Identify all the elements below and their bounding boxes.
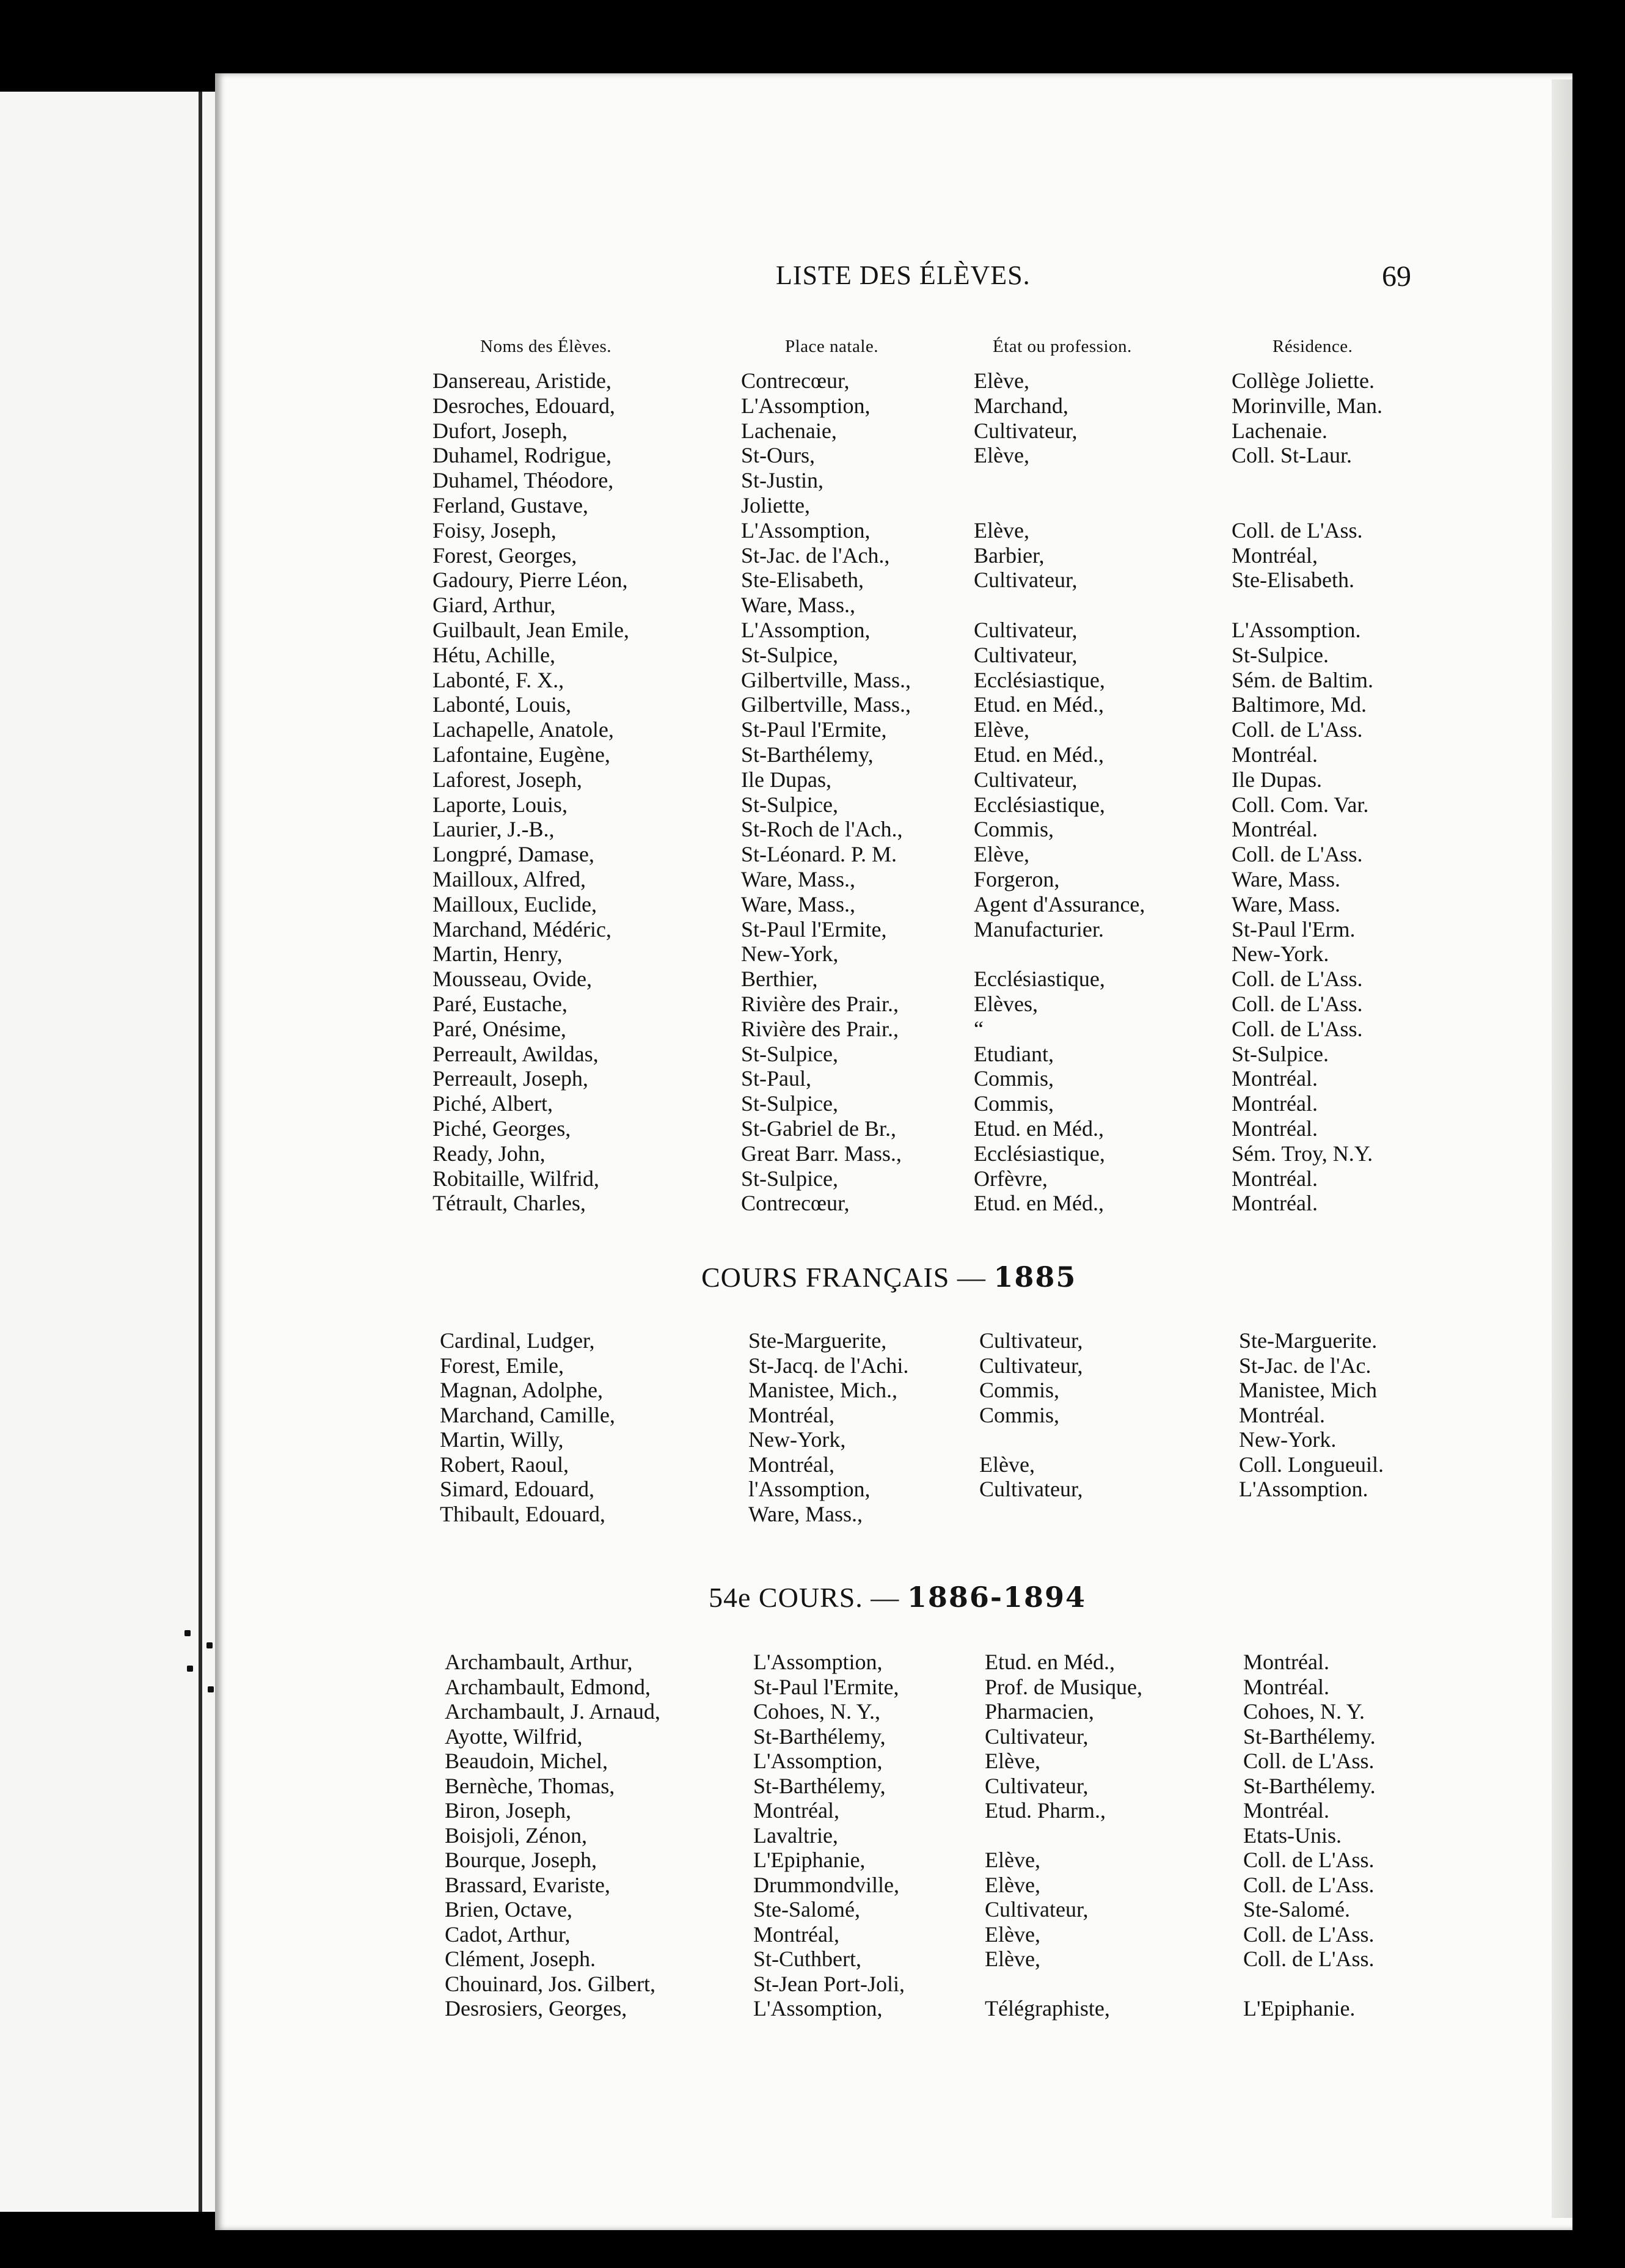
cell-name: Bourque, Joseph, [445,1848,597,1872]
page-title: LISTE DES ÉLÈVES. [776,260,1031,290]
cell-occupation: Cultivateur, [974,767,1078,792]
cell-name: Mailloux, Euclide, [433,891,597,916]
cell-name: Mailloux, Alfred, [433,867,586,891]
cell-residence: Montréal. [1232,1116,1318,1141]
cell-residence: L'Epiphanie. [1243,1996,1356,2021]
cell-occupation: Elève, [974,443,1029,468]
cell-occupation: Etud. en Méd., [974,1116,1104,1141]
cell-name: Clément, Joseph. [445,1947,596,1971]
cell-residence: Coll. Com. Var. [1232,792,1369,817]
table-row [0,1141,1466,1166]
cell-residence: Coll. de L'Ass. [1232,992,1363,1016]
cell-name: Laforest, Joseph, [433,767,582,792]
cell-occupation: Ecclésiastique, [974,792,1105,817]
table-row [0,1091,1466,1116]
table-row [0,1378,1466,1402]
cell-occupation: Elève, [985,1947,1040,1971]
cell-place: St-Jean Port-Joli, [753,1971,905,1996]
cell-place: New-York, [741,942,839,967]
table-row [0,393,1466,418]
cell-occupation: Pharmacien, [985,1699,1094,1724]
cell-name: Boisjoli, Zénon, [445,1823,587,1848]
cell-residence: Montréal, [1232,543,1318,568]
cell-occupation: Etudiant, [974,1041,1054,1066]
cell-residence: Cohoes, N. Y. [1243,1699,1365,1724]
table-row [0,1403,1466,1427]
cell-residence: Montréal. [1232,1191,1318,1216]
table-row [0,1427,1466,1452]
cell-place: St-Gabriel de Br., [741,1116,896,1141]
table-row [0,917,1466,942]
cell-occupation: Cultivateur, [974,618,1078,642]
cell-name: Magnan, Adolphe, [440,1378,603,1402]
cell-occupation: Elève, [974,368,1029,393]
cell-place: Gilbertville, Mass., [741,667,911,692]
section-heading-cours-francais [701,1260,1076,1293]
cell-residence: Ile Dupas. [1232,767,1322,792]
cell-residence: Ware, Mass. [1232,867,1341,891]
cell-occupation: Marchand, [974,393,1068,418]
cell-place: St-Ours, [741,443,816,468]
cell-name: Perreault, Awildas, [433,1041,599,1066]
cell-place: Great Barr. Mass., [741,1141,902,1166]
cell-occupation: Elève, [974,842,1029,867]
cell-place: L'Assomption, [741,393,871,418]
cell-occupation: Etud. en Méd., [974,1191,1104,1216]
cell-occupation: Cultivateur, [974,418,1078,443]
cell-name: Tétrault, Charles, [433,1191,586,1216]
table-row [0,618,1466,642]
table-row [0,643,1466,667]
cell-name: Lachapelle, Anatole, [433,717,614,742]
cell-place: Berthier, [741,967,818,992]
cell-place: St-Jac. de l'Ach., [741,543,890,568]
table-row [0,1922,1466,1947]
cell-residence: Baltimore, Md. [1232,692,1367,717]
cell-place: Cohoes, N. Y., [753,1699,881,1724]
cell-occupation: Cultivateur, [985,1724,1089,1749]
cell-residence: Etats-Unis. [1243,1823,1342,1848]
page-number: 69 [1382,260,1411,293]
cell-place: St-Sulpice, [741,1091,838,1116]
cell-place: Gilbertville, Mass., [741,692,911,717]
cell-place: Ware, Mass., [748,1501,863,1526]
table-row [0,493,1466,518]
table-row [0,1477,1466,1501]
cell-residence: Morinville, Man. [1232,393,1382,418]
cell-occupation: Etud. en Méd., [985,1650,1115,1674]
cell-place: St-Paul l'Ermite, [741,717,887,742]
cell-place: Ste-Marguerite, [748,1328,887,1353]
table-row [0,817,1466,841]
cell-place: St-Barthélemy, [753,1773,886,1798]
cell-place: St-Sulpice, [741,1166,838,1191]
cell-place: St-Barthélemy, [753,1724,886,1749]
cell-place: L'Assomption, [753,1996,883,2021]
cell-occupation: Elève, [985,1872,1040,1897]
column-header-birthplace: Place natale. [785,337,879,356]
column-header-occupation: État ou profession. [993,337,1132,356]
table-row [0,1042,1466,1066]
cell-place: L'Epiphanie, [753,1848,866,1872]
column-header-residence: Résidence. [1273,337,1353,356]
table-row [0,1328,1466,1353]
cell-occupation: Elève, [979,1452,1035,1477]
cell-place: Montréal, [753,1798,839,1823]
cell-name: Forest, Emile, [440,1353,564,1378]
cell-place: Rivière des Prair., [741,1016,899,1041]
cell-name: Ferland, Gustave, [433,493,588,518]
cell-name: Brien, Octave, [445,1897,572,1922]
table-row [0,443,1466,467]
table-row [0,1798,1466,1823]
cell-place: L'Assomption, [741,618,871,642]
cell-residence: Ste-Elisabeth. [1232,568,1354,593]
cell-occupation: Elève, [974,518,1029,543]
table-row [0,717,1466,742]
cell-name: Paré, Onésime, [433,1016,566,1041]
cell-name: Desroches, Edouard, [433,393,615,418]
cell-name: Martin, Willy, [440,1427,564,1452]
cell-name: Brassard, Evariste, [445,1872,610,1897]
cell-residence: Collège Joliette. [1232,368,1375,393]
cell-place: Manistee, Mich., [748,1378,897,1402]
cell-place: Lavaltrie, [753,1823,838,1848]
cell-occupation: “ [974,1016,984,1041]
cell-occupation: Elève, [985,1922,1040,1947]
cell-occupation: Commis, [979,1378,1060,1402]
cell-residence: Coll. de L'Ass. [1243,1922,1375,1947]
cell-place: St-Sulpice, [741,792,838,817]
cell-residence: St-Jac. de l'Ac. [1239,1353,1371,1378]
section-heading-label: COURS FRANÇAIS — [701,1262,986,1293]
cell-name: Piché, Georges, [433,1116,571,1141]
cell-occupation: Cultivateur, [979,1477,1083,1501]
cell-occupation: Commis, [979,1402,1060,1427]
cell-place: Lachenaie, [741,418,837,443]
cell-occupation: Etud. en Méd., [974,692,1104,717]
table-row [0,692,1466,717]
cell-name: Ayotte, Wilfrid, [445,1724,583,1749]
cell-place: St-Léonard. P. M. [741,842,897,867]
cell-occupation: Commis, [974,817,1054,842]
cell-residence: Manistee, Mich [1239,1378,1377,1402]
table-row [0,1873,1466,1897]
cell-place: Ware, Mass., [741,593,856,618]
cell-place: Joliette, [741,493,810,518]
cell-occupation: Cultivateur, [979,1353,1083,1378]
cell-residence: Coll. de L'Ass. [1243,1872,1375,1897]
cell-occupation: Commis, [974,1066,1054,1091]
table-row [0,1749,1466,1773]
cell-name: Longpré, Damase, [433,842,594,867]
table-row [0,742,1466,767]
cell-name: Archambault, J. Arnaud, [445,1699,660,1724]
table-row [0,1774,1466,1798]
cell-place: St-Roch de l'Ach., [741,817,903,842]
cell-place: Montréal, [748,1452,834,1477]
table-row [0,668,1466,692]
table-row [0,1066,1466,1091]
cell-name: Giard, Arthur, [433,593,556,618]
table-row [0,1823,1466,1848]
cell-residence: Coll. de L'Ass. [1232,518,1363,543]
page-fold-shadow [1552,79,1572,2218]
cell-name: Thibault, Edouard, [440,1501,605,1526]
cell-place: St-Paul, [741,1066,812,1091]
cell-name: Mousseau, Ovide, [433,967,592,992]
cell-name: Robitaille, Wilfrid, [433,1166,599,1191]
cell-name: Paré, Eustache, [433,992,568,1016]
cell-occupation: Elève, [974,717,1029,742]
table-row [0,1353,1466,1378]
cell-name: Lafontaine, Eugène, [433,742,610,767]
cell-residence: Montréal. [1243,1798,1329,1823]
cell-place: St-Paul l'Ermite, [753,1674,899,1699]
cell-place: St-Justin, [741,468,824,493]
cell-occupation: Forgeron, [974,867,1060,891]
cell-place: Ware, Mass., [741,891,856,916]
cell-residence: Montréal. [1239,1402,1325,1427]
cell-name: Forest, Georges, [433,543,577,568]
table-row [0,892,1466,916]
cell-place: Ste-Elisabeth, [741,568,864,593]
cell-name: Duhamel, Théodore, [433,468,614,493]
cell-residence: Coll. de L'Ass. [1232,842,1363,867]
cell-residence: Montréal. [1232,1066,1318,1091]
cell-place: Montréal, [753,1922,839,1947]
cell-name: Perreault, Joseph, [433,1066,588,1091]
cell-residence: St-Barthélemy. [1243,1724,1376,1749]
table-row [0,1699,1466,1724]
cell-occupation: Elève, [985,1848,1040,1872]
cell-residence: Ste-Marguerite. [1239,1328,1378,1353]
table-row [0,593,1466,617]
cell-residence: Montréal. [1232,817,1318,842]
cell-name: Ready, John, [433,1141,546,1166]
cell-name: Martin, Henry, [433,942,563,967]
cell-residence: Coll. de L'Ass. [1243,1947,1375,1971]
table-row [0,1452,1466,1477]
table-row [0,1675,1466,1699]
cell-occupation: Cultivateur, [985,1773,1089,1798]
table-row [0,792,1466,817]
cell-name: Labonté, Louis, [433,692,571,717]
cell-place: Contrecœur, [741,1191,850,1216]
cell-name: Archambault, Arthur, [445,1650,633,1674]
cell-occupation: Ecclésiastique, [974,667,1105,692]
cell-place: St-Jacq. de l'Achi. [748,1353,909,1378]
section-heading-label: 54e COURS. — [709,1582,900,1613]
cell-occupation: Etud. Pharm., [985,1798,1106,1823]
table-row [0,368,1466,393]
cell-residence: Ware, Mass. [1232,891,1341,916]
table-row [0,867,1466,891]
cell-name: Desrosiers, Georges, [445,1996,627,2021]
cell-residence: St-Sulpice. [1232,1041,1329,1066]
cell-residence: Coll. de L'Ass. [1243,1848,1375,1872]
cell-name: Hétu, Achille, [433,642,555,667]
cell-occupation: Elèves, [974,992,1038,1016]
table-row [0,767,1466,792]
cell-residence: New-York. [1232,942,1329,967]
cell-residence: Montréal. [1243,1674,1329,1699]
cell-residence: Coll. St-Laur. [1232,443,1352,468]
table-row [0,1897,1466,1922]
cell-name: Biron, Joseph, [445,1798,571,1823]
cell-residence: St-Barthélemy. [1243,1773,1376,1798]
table-row [0,1502,1466,1526]
column-header-name: Noms des Élèves. [480,337,612,356]
cell-place: Contrecœur, [741,368,850,393]
cell-occupation: Ecclésiastique, [974,967,1105,992]
cell-occupation: Télégraphiste, [985,1996,1110,2021]
cell-place: Ware, Mass., [741,867,856,891]
cell-residence: Coll. de L'Ass. [1232,1016,1363,1041]
table-row [0,1166,1466,1191]
cell-occupation: Etud. en Méd., [974,742,1104,767]
cell-residence: Montréal. [1232,1166,1318,1191]
cell-occupation: Cultivateur, [974,568,1078,593]
cell-place: Ste-Salomé, [753,1897,860,1922]
cell-residence: Ste-Salomé. [1243,1897,1350,1922]
cell-residence: Montréal. [1243,1650,1329,1674]
cell-name: Cadot, Arthur, [445,1922,571,1947]
cell-residence: L'Assomption. [1232,618,1361,642]
cell-residence: St-Sulpice. [1232,642,1329,667]
cell-occupation: Cultivateur, [985,1897,1089,1922]
cell-occupation: Orfèvre, [974,1166,1048,1191]
cell-occupation: Elève, [985,1749,1040,1773]
cell-residence: Coll. de L'Ass. [1232,717,1363,742]
cell-name: Bernèche, Thomas, [445,1773,615,1798]
cell-name: Laurier, J.-B., [433,817,555,842]
cell-occupation: Agent d'Assurance, [974,891,1145,916]
cell-occupation: Ecclésiastique, [974,1141,1105,1166]
section-heading-year: 1885 [993,1260,1077,1293]
cell-residence: Montréal. [1232,1091,1318,1116]
cell-place: L'Assomption, [753,1650,883,1674]
cell-name: Dansereau, Aristide, [433,368,612,393]
table-row [0,1116,1466,1141]
table-row [0,1017,1466,1041]
cell-place: St-Paul l'Ermite, [741,916,887,942]
cell-occupation: Prof. de Musique, [985,1674,1142,1699]
cell-name: Robert, Raoul, [440,1452,569,1477]
cell-place: Drummondville, [753,1872,899,1897]
cell-name: Marchand, Médéric, [433,916,612,942]
table-row [0,1724,1466,1749]
table-row [0,842,1466,866]
cell-occupation: Manufacturier. [974,916,1104,942]
table-row [0,942,1466,966]
table-row [0,1972,1466,1996]
cell-name: Labonté, F. X., [433,667,564,692]
cell-place: St-Sulpice, [741,1041,838,1066]
cell-name: Guilbault, Jean Emile, [433,618,629,642]
table-row [0,468,1466,492]
cell-name: Laporte, Louis, [433,792,568,817]
cell-residence: St-Paul l'Erm. [1232,916,1356,942]
cell-place: New-York, [748,1427,846,1452]
cell-name: Chouinard, Jos. Gilbert, [445,1971,655,1996]
table-row [0,1996,1466,2021]
table-row [0,518,1466,543]
cell-name: Gadoury, Pierre Léon, [433,568,628,593]
cell-residence: Coll. de L'Ass. [1232,967,1363,992]
table-row [0,419,1466,443]
cell-place: L'Assomption, [741,518,871,543]
cell-place: L'Assomption, [753,1749,883,1773]
cell-place: l'Assomption, [748,1477,871,1501]
cell-residence: Lachenaie. [1232,418,1327,443]
cell-residence: Coll. Longueuil. [1239,1452,1384,1477]
cell-place: St-Sulpice, [741,642,838,667]
cell-name: Foisy, Joseph, [433,518,557,543]
table-row [0,1848,1466,1872]
cell-name: Dufort, Joseph, [433,418,568,443]
section-heading-year: 1886-1894 [907,1581,1086,1614]
cell-name: Piché, Albert, [433,1091,553,1116]
cell-residence: Coll. de L'Ass. [1243,1749,1375,1773]
cell-residence: Sém. Troy, N.Y. [1232,1141,1373,1166]
table-row [0,1650,1466,1674]
cell-occupation: Cultivateur, [979,1328,1083,1353]
cell-residence: Montréal. [1232,742,1318,767]
table-row [0,543,1466,568]
cell-name: Beaudoin, Michel, [445,1749,608,1773]
table-row [0,1947,1466,1971]
table-row [0,967,1466,991]
cell-residence: L'Assomption. [1239,1477,1368,1501]
cell-occupation: Barbier, [974,543,1045,568]
cell-name: Cardinal, Ludger, [440,1328,595,1353]
cell-name: Archambault, Edmond, [445,1674,651,1699]
cell-place: Rivière des Prair., [741,992,899,1016]
cell-residence: New-York. [1239,1427,1337,1452]
table-row [0,568,1466,592]
cell-place: Montréal, [748,1402,834,1427]
cell-name: Marchand, Camille, [440,1402,615,1427]
cell-occupation: Commis, [974,1091,1054,1116]
cell-place: Ile Dupas, [741,767,831,792]
cell-place: St-Cuthbert, [753,1947,861,1971]
cell-residence: Sém. de Baltim. [1232,667,1373,692]
cell-name: Duhamel, Rodrigue, [433,443,612,468]
section-heading-54e-cours [709,1581,1086,1614]
cell-place: St-Barthélemy, [741,742,874,767]
cell-occupation: Cultivateur, [974,642,1078,667]
cell-name: Simard, Edouard, [440,1477,594,1501]
table-row [0,1191,1466,1215]
table-row [0,992,1466,1016]
